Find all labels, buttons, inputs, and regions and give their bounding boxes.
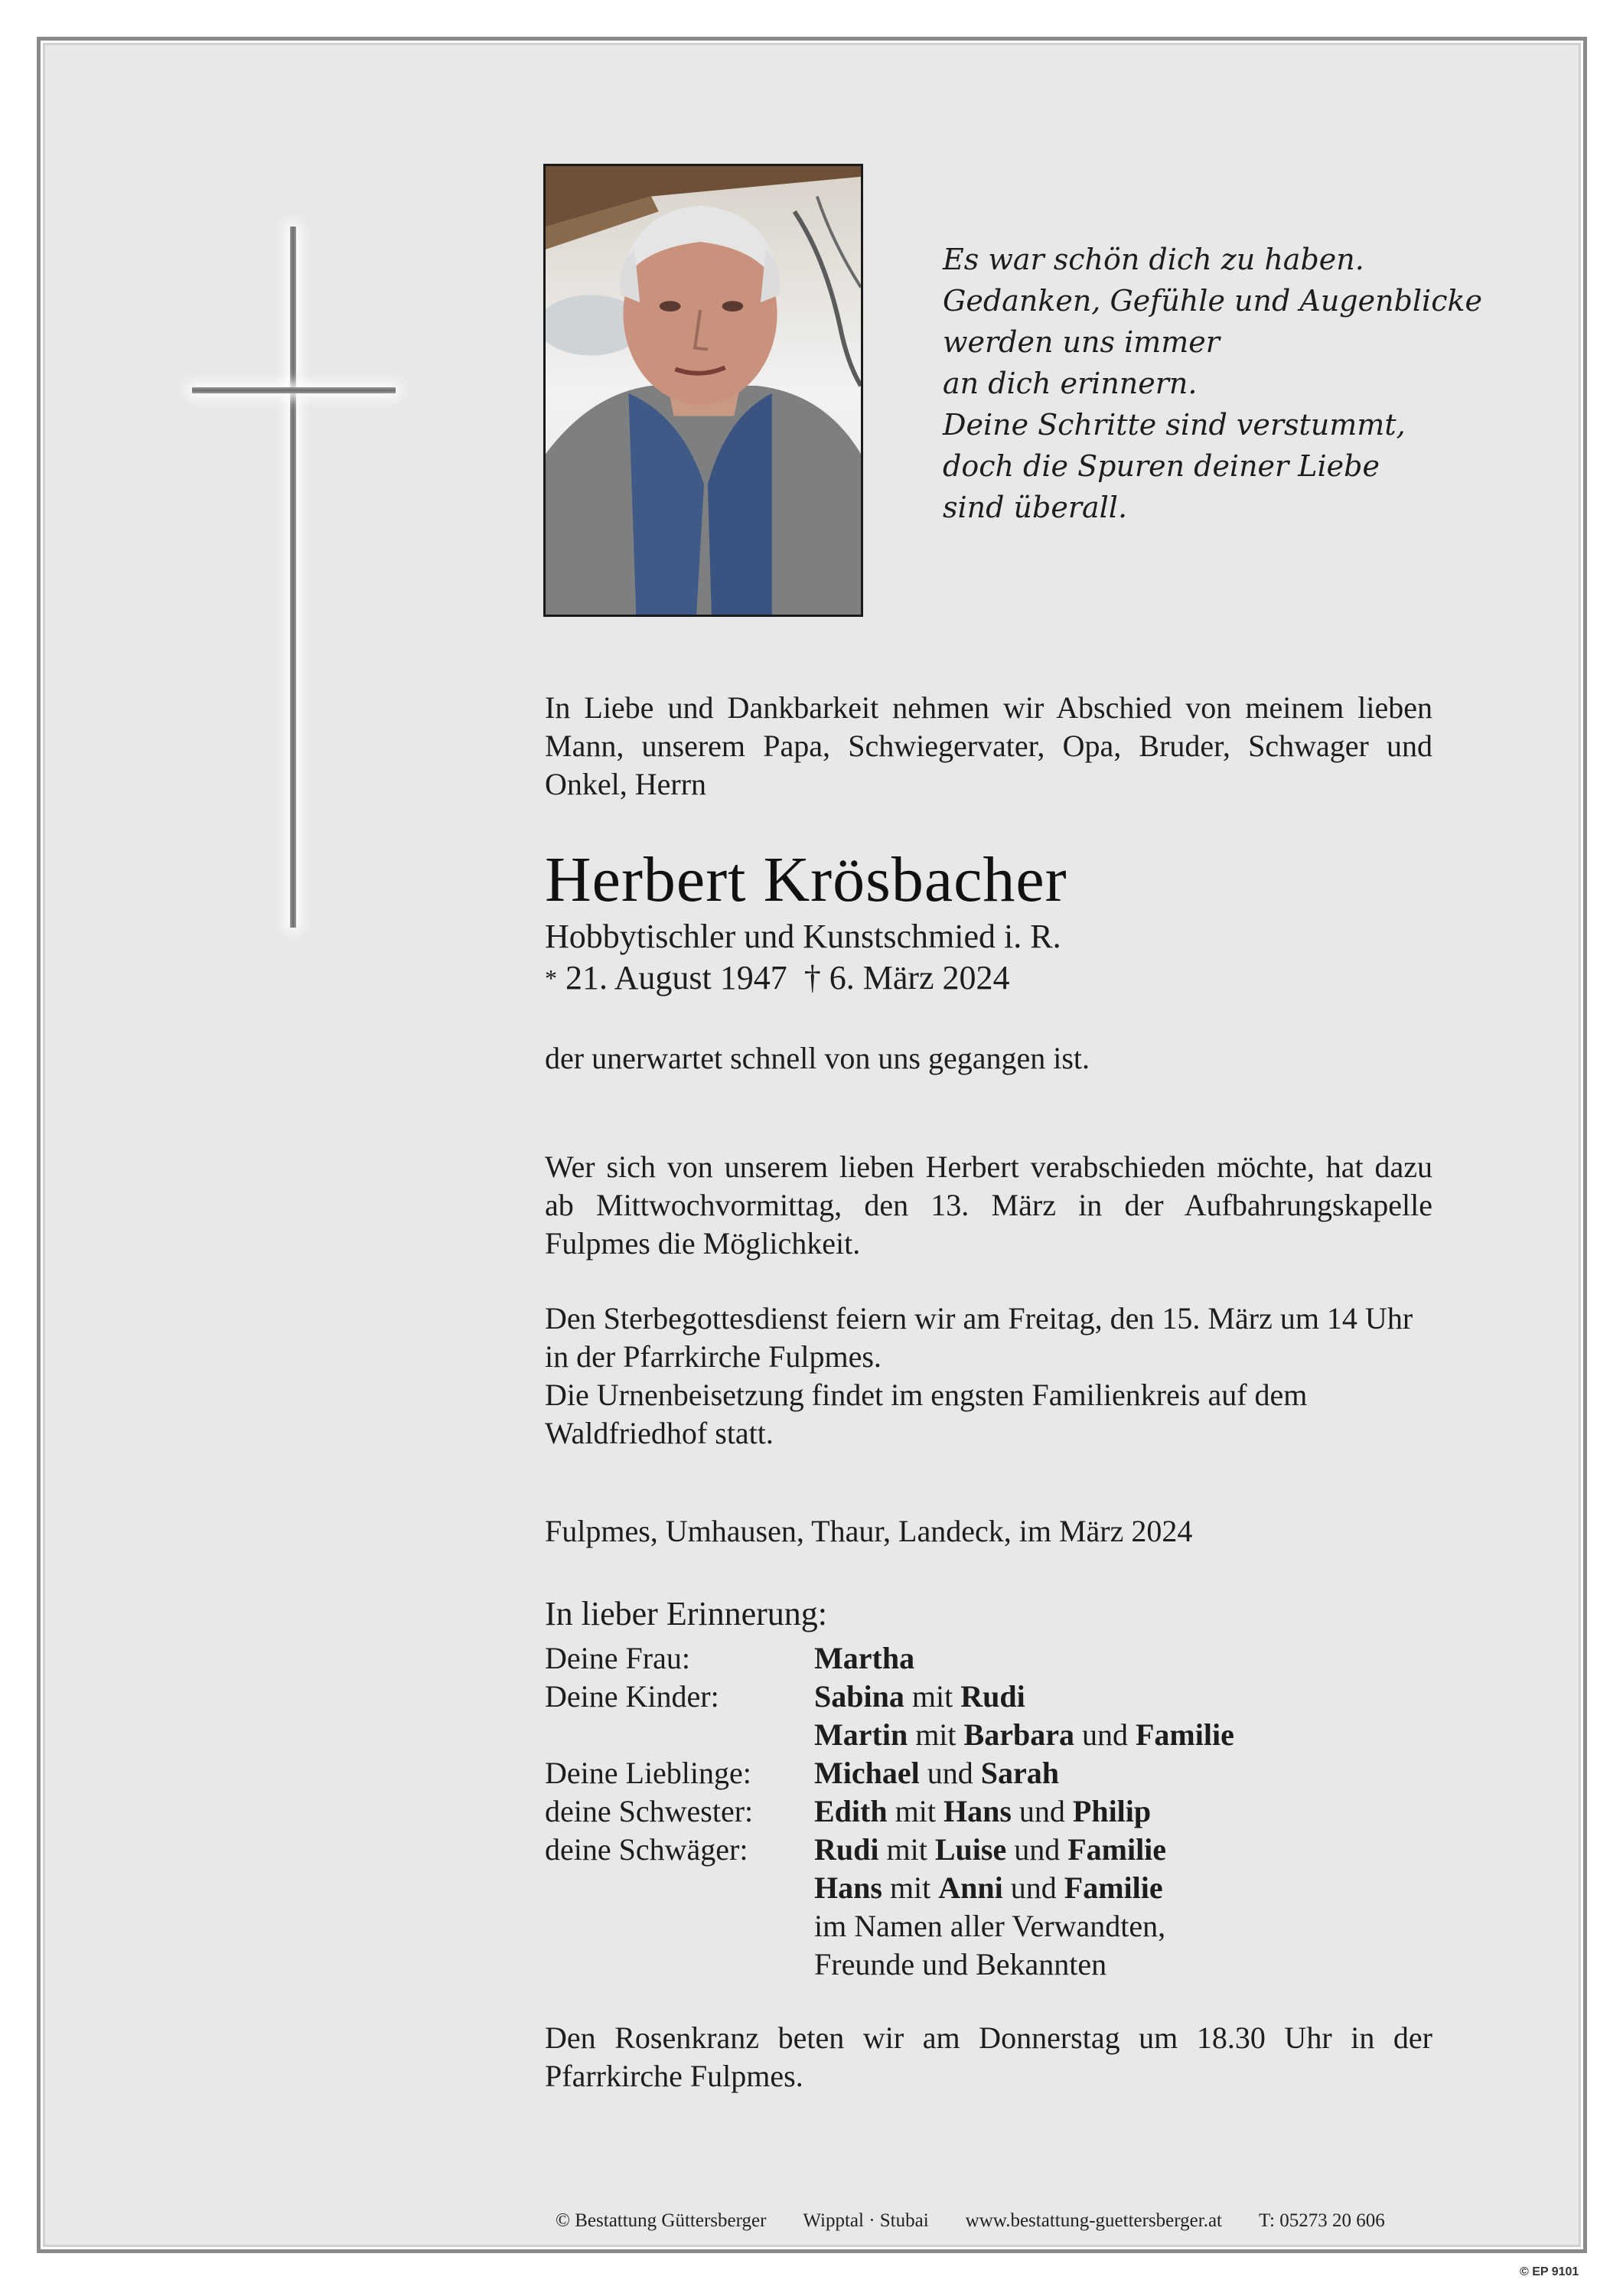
mourner-names — [814, 1869, 1432, 1907]
mourner-name: Familie — [1064, 1870, 1163, 1905]
mourner-names — [814, 1907, 1432, 1945]
mourner-name: Familie — [1135, 1717, 1234, 1752]
footer-website[interactable]: www.bestattung-guettersberger.at — [965, 2210, 1222, 2231]
deceased-occupation: Hobbytischler und Kunstschmied i. R. — [545, 918, 1061, 955]
mourner-names — [814, 1831, 1432, 1869]
mourner-row — [545, 1945, 1432, 1984]
connector-text: mit — [882, 1870, 939, 1905]
mourner-name: Rudi — [814, 1832, 879, 1867]
deceased-block — [545, 843, 1432, 1000]
connector-text: und — [1074, 1717, 1136, 1752]
cross-icon-bar — [192, 387, 396, 393]
death-cross-icon: † — [803, 959, 821, 996]
mourner-name: Hans — [943, 1794, 1012, 1828]
connector-text: mit — [908, 1717, 964, 1752]
connector-text: im Namen aller Verwandten, — [814, 1909, 1166, 1943]
poem-line: werden uns immer — [943, 325, 1220, 359]
mourner-row — [545, 1831, 1432, 1869]
mourner-name: Michael — [814, 1756, 920, 1790]
mourner-name: Barbara — [963, 1717, 1074, 1752]
cross-icon — [290, 227, 296, 928]
poem-line: Deine Schritte sind verstummt, — [943, 408, 1406, 442]
poem-line: doch die Spuren deiner Liebe — [943, 449, 1380, 483]
mourner-relation: deine Schwester: — [545, 1794, 754, 1828]
rosary-text: Den Rosenkranz beten wir am Donnerstag um 18.30 Uhr in der Pfarrkirche Fulpmes. — [545, 2020, 1432, 2093]
mourner-name: Sarah — [980, 1756, 1059, 1790]
mourner-row — [545, 1639, 1432, 1678]
burial-line: Die Urnenbeisetzung findet im engsten Familienkreis auf dem Waldfriedhof statt. — [545, 1378, 1308, 1450]
connector-text: und — [1011, 1794, 1073, 1828]
mourner-row — [545, 1792, 1432, 1831]
connector-text: mit — [887, 1794, 943, 1828]
mourner-relation: Deine Lieblinge: — [545, 1756, 751, 1790]
mourner-name: Edith — [814, 1794, 888, 1828]
portrait-image — [546, 166, 861, 615]
connector-text: und — [1002, 1870, 1064, 1905]
mourner-relation — [545, 1907, 814, 1945]
mourner-name: Familie — [1067, 1832, 1167, 1867]
mourners-list — [545, 1639, 1432, 1984]
mourner-relation: deine Schwäger: — [545, 1832, 748, 1867]
footer — [556, 2210, 1443, 2232]
places-date: Fulpmes, Umhausen, Thaur, Landeck, im März 2024 — [545, 1514, 1193, 1548]
mourner-name: Martha — [814, 1641, 915, 1675]
mourner-names — [814, 1639, 1432, 1678]
poem-line: Gedanken, Gefühle und Augenblicke — [943, 284, 1483, 318]
mourner-row — [545, 1869, 1432, 1907]
print-code: © EP 9101 — [1520, 2265, 1579, 2278]
mourner-name: Hans — [814, 1870, 882, 1905]
mourner-name: Anni — [938, 1870, 1003, 1905]
connector-text: Freunde und Bekannten — [814, 1947, 1107, 1981]
life-dates — [545, 957, 1432, 1000]
footer-phone: T: 05273 20 606 — [1259, 2210, 1385, 2231]
viewing-text: Wer sich von unserem lieben Herbert verabschieden möchte, hat dazu ab Mittwochvormittag, den 13. März in der Aufbahrungskapelle Fulpmes die Möglichkeit. — [545, 1150, 1432, 1261]
portrait-photo — [543, 164, 863, 617]
mourner-names — [814, 1792, 1432, 1831]
mourner-relation: Deine Kinder: — [545, 1679, 719, 1714]
mourner-names — [814, 1945, 1432, 1984]
poem — [943, 239, 1483, 528]
birth-star-icon: * — [545, 964, 557, 992]
footer-copyright: © Bestattung Güttersberger — [556, 2210, 767, 2231]
connector-text: und — [1006, 1832, 1068, 1867]
mourner-row — [545, 1678, 1432, 1716]
footer-region: Wipptal · Stubai — [803, 2210, 929, 2231]
mourner-names — [814, 1678, 1432, 1716]
service-text — [545, 1300, 1432, 1453]
mourner-row — [545, 1716, 1432, 1754]
intro-text: In Liebe und Dankbarkeit nehmen wir Abschied von meinem lieben Mann, unserem Papa, Schwiegervater, Opa, Bruder, Schwager und Onkel, Herrn — [545, 690, 1432, 801]
mourner-name: Martin — [814, 1717, 908, 1752]
remembrance-title: In lieber Erinnerung: — [545, 1595, 827, 1632]
poem-line: Es war schön dich zu haben. — [943, 243, 1364, 276]
mourner-name: Rudi — [960, 1679, 1025, 1714]
mourner-names — [814, 1754, 1432, 1792]
sudden-text: der unerwartet schnell von uns gegangen ist. — [545, 1041, 1090, 1075]
connector-text: mit — [878, 1832, 935, 1867]
death-date: 6. März 2024 — [829, 959, 1010, 996]
connector-text: mit — [904, 1679, 961, 1714]
connector-text: und — [919, 1756, 981, 1790]
mourner-row — [545, 1907, 1432, 1945]
birth-date: 21. August 1947 — [565, 959, 787, 996]
service-line: Den Sterbegottesdienst feiern wir am Freitag, den 15. März um 14 Uhr in der Pfarrkirche Fulpmes. — [545, 1301, 1413, 1374]
mourner-relation — [545, 1945, 814, 1984]
mourner-names — [814, 1716, 1432, 1754]
deceased-name: Herbert Krösbacher — [545, 844, 1067, 915]
poem-line: an dich erinnern. — [943, 367, 1198, 400]
mourner-name: Luise — [934, 1832, 1007, 1867]
poem-line: sind überall. — [943, 491, 1128, 524]
mourner-relation: Deine Frau: — [545, 1641, 690, 1675]
mourner-name: Sabina — [814, 1679, 904, 1714]
mourner-row — [545, 1754, 1432, 1792]
mourner-relation — [545, 1716, 814, 1754]
mourner-relation — [545, 1869, 814, 1907]
mourner-name: Philip — [1072, 1794, 1152, 1828]
